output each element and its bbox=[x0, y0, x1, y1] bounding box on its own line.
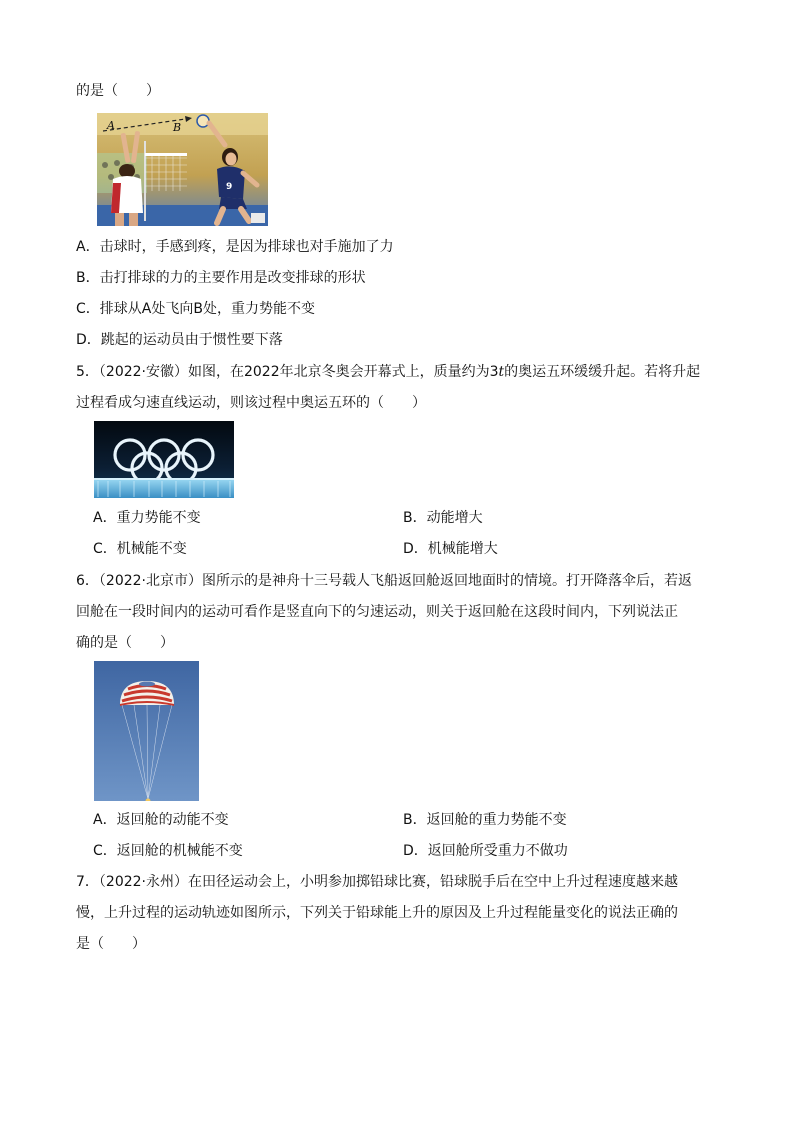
volleyball-photo bbox=[97, 113, 268, 226]
q7-stem-line-1: 7．（2022·永州）在田径运动会上，小明参加掷铅球比赛，铅球脱手后在空中上升过程速度越来越 bbox=[76, 874, 678, 890]
q6-stem-line-2: 回舱在一段时间内的运动可看作是竖直向下的匀速运动，则关于返回舱在这段时间内，下列说法正 bbox=[76, 604, 678, 620]
q5-option-a: A．重力势能不变 bbox=[93, 510, 201, 526]
q5-stem-line-1 bbox=[76, 362, 700, 382]
parachute-capsule-illustration bbox=[94, 661, 199, 801]
q5-stem-line-2: 过程看成匀速直线运动，则该过程中奥运五环的（ ） bbox=[76, 395, 426, 411]
olympic-rings-photo bbox=[94, 421, 234, 498]
q4-option-c: C．排球从A处飞向B处，重力势能不变 bbox=[76, 301, 315, 317]
q4-option-b: B．击打排球的力的主要作用是改变排球的形状 bbox=[76, 270, 366, 286]
q5-stem-line-1-before: 5．（2022·安徽）如图，在2022年北京冬奥会开幕式上，质量约为3 bbox=[76, 364, 499, 380]
q4-option-d: D．跳起的运动员由于惯性要下落 bbox=[76, 332, 283, 348]
jersey-number: 9 bbox=[226, 182, 233, 192]
q4-stem-tail: 的是（ ） bbox=[76, 83, 160, 99]
figure-label-a: A bbox=[107, 119, 115, 132]
q6-stem-line-3: 确的是（ ） bbox=[76, 635, 174, 651]
q5-option-b: B．动能增大 bbox=[403, 510, 483, 526]
volleyball-illustration bbox=[97, 113, 268, 226]
figure-label-b: B bbox=[173, 121, 182, 134]
q5-option-d: D．机械能增大 bbox=[403, 541, 498, 557]
q6-option-d: D．返回舱所受重力不做功 bbox=[403, 843, 568, 859]
parachute-capsule-photo bbox=[94, 661, 199, 801]
q6-option-a: A．返回舱的动能不变 bbox=[93, 812, 229, 828]
q5-stem-line-1-after: 的奥运五环缓缓升起。若将升起 bbox=[504, 364, 701, 380]
q7-stem-line-3: 是（ ） bbox=[76, 936, 146, 952]
q4-option-a: A．击球时，手感到疼，是因为排球也对手施加了力 bbox=[76, 239, 394, 255]
q5-unit-variable: t bbox=[498, 364, 505, 380]
volleyball-icon bbox=[197, 115, 209, 127]
q7-stem-line-2: 慢，上升过程的运动轨迹如图所示，下列关于铅球能上升的原因及上升过程能量变化的说法正确的 bbox=[76, 905, 678, 921]
q5-option-c: C．机械能不变 bbox=[93, 541, 187, 557]
q6-stem-line-1: 6．（2022·北京市）图所示的是神舟十三号载人飞船返回舱返回地面时的情境。打开降落伞后，若返 bbox=[76, 573, 692, 589]
olympic-rings-illustration bbox=[94, 421, 234, 498]
q6-option-b: B．返回舱的重力势能不变 bbox=[403, 812, 567, 828]
q6-option-c: C．返回舱的机械能不变 bbox=[93, 843, 243, 859]
